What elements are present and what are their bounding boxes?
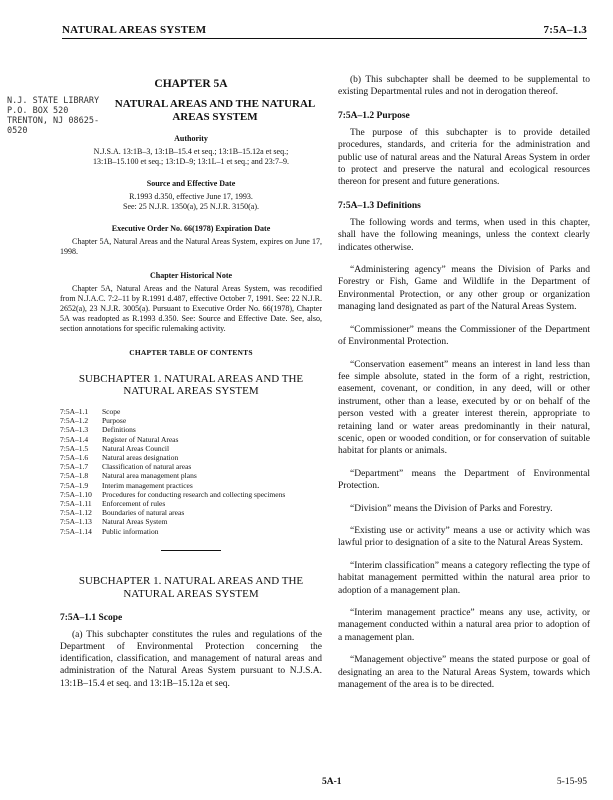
toc-number: 7:5A–1.9 (60, 480, 89, 490)
section-1-3-heading: 7:5A–1.3 Definitions (338, 200, 421, 211)
toc-entry[interactable] (60, 527, 322, 536)
toc-title: Natural area management plans (102, 471, 197, 481)
section-1-1-paragraph-a: (a) This subchapter constitutes the rules and regulations of the Department of Environmental Protection concerning the identification, classification, and management of natural areas and administration of the Natural Areas System pursuant to N.J.S.A. 13:1B–15.4 et seq. and 13:1B–15.12a et seq. (60, 629, 322, 689)
toc-entry[interactable] (60, 407, 322, 416)
toc-title: Public information (102, 526, 159, 536)
section-1-2-heading: 7:5A–1.2 Purpose (338, 110, 410, 121)
toc-entry[interactable] (60, 471, 322, 480)
definition-paragraph: “Management objective” means the stated purpose or goal of designating an area to the Natural Areas System, towards which management of the area is to be directed. (338, 655, 590, 691)
section-1-3-intro: The following words and terms, when used in this chapter, shall have the following meanings, unless the context clearly indicates otherwise. (338, 217, 590, 253)
chapter-title: NATURAL AREAS AND THE NATURAL AREAS SYSTEM (114, 98, 316, 123)
toc-number: 7:5A–1.3 (60, 425, 89, 435)
chapter-title-block (7, 96, 322, 136)
toc-title: Purpose (102, 416, 127, 426)
toc-number: 7:5A–1.8 (60, 471, 89, 481)
source-line-2: See: 25 N.J.R. 1350(a), 25 N.J.R. 3150(a). (123, 202, 259, 211)
toc-number: 7:5A–1.6 (60, 453, 89, 463)
toc-number: 7:5A–1.14 (60, 526, 92, 536)
toc-number: 7:5A–1.11 (60, 499, 92, 509)
toc-number: 7:5A–1.2 (60, 416, 89, 426)
toc-entry[interactable] (60, 435, 322, 444)
toc-subchapter-heading: SUBCHAPTER 1. NATURAL AREAS AND THE NATURAL AREAS SYSTEM (78, 373, 304, 397)
table-of-contents-heading: CHAPTER TABLE OF CONTENTS (129, 348, 253, 357)
definition-paragraph: “Division” means the Division of Parks and Forestry. (350, 503, 553, 514)
executive-order-text: Chapter 5A, Natural Areas and the Natural Areas System, expires on June 17, 1998. (60, 237, 322, 256)
definition-paragraph: “Conservation easement” means an interest in land less than fee simple absolute, stated in the form of a right, restriction, easement, covenant, or condition, in any deed, will or other instrument, other than a lease, executed by or on behalf of the person vested with a greater interest therein, appropriate to retaining land or water areas predominantly in their natural, scenic, open or wooded condition, or for conservation of suitable habitat for plants or animals. (338, 359, 590, 457)
definition-paragraph: “Administering agency” means the Division of Parks and Forestry or Fish, Game and Wildlife in the Department of Environmental Protection, or any other group or organization managing land designated as part of the Natural Areas System. (338, 265, 590, 313)
toc-number: 7:5A–1.12 (60, 508, 92, 518)
subchapter-heading: SUBCHAPTER 1. NATURAL AREAS AND THE NATURAL AREAS SYSTEM (78, 574, 304, 600)
section-1-1-paragraph-b: (b) This subchapter shall be deemed to be supplemental to existing Departmental rules and not in derogation thereof. (338, 75, 590, 98)
toc-title: Classification of natural areas (102, 462, 192, 472)
toc-number: 7:5A–1.1 (60, 407, 89, 416)
toc-number: 7:5A–1.10 (60, 489, 92, 499)
toc-title: Natural areas designation (102, 453, 179, 463)
toc-title: Boundaries of natural areas (102, 508, 185, 518)
library-stamp (7, 96, 107, 136)
header-section-number: 7:5A–1.3 (543, 24, 587, 36)
toc-entry[interactable] (60, 425, 322, 434)
toc-title: Register of Natural Areas (102, 434, 179, 444)
toc-entry[interactable] (60, 416, 322, 425)
section-divider (161, 550, 221, 551)
toc-title: Procedures for conducting research and collecting specimens (102, 489, 286, 499)
page-number: 5A-1 (322, 777, 342, 787)
chapter-number: CHAPTER 5A (154, 78, 228, 90)
toc-entry[interactable] (60, 462, 322, 471)
authority-heading: Authority (174, 134, 208, 143)
stamp-line-3: TRENTON, NJ 08625-0520 (7, 116, 100, 136)
definition-paragraph: “Commissioner” means the Commissioner of the Department of Environmental Protection. (338, 324, 590, 348)
right-column (338, 74, 590, 701)
section-1-1-heading: 7:5A–1.1 Scope (60, 612, 123, 623)
stamp-line-1: N.J. STATE LIBRARY (7, 96, 100, 106)
toc-number: 7:5A–1.7 (60, 462, 89, 472)
source-heading: Source and Effective Date (146, 179, 236, 188)
definition-paragraph: “Department” means the Department of Environmental Protection. (338, 468, 590, 492)
toc-title: Natural Areas Council (102, 443, 170, 453)
toc-entry[interactable] (60, 490, 322, 499)
toc-entry[interactable] (60, 453, 322, 462)
definition-paragraph: “Interim management practice” means any use, activity, or management conducted within a natural area prior to adoption of a management plan. (338, 608, 590, 643)
definition-paragraph: “Existing use or activity” means a use or activity which was lawful prior to designation of a site to the Natural Areas System. (338, 525, 590, 549)
toc-title: Enforcement of rules (102, 499, 166, 509)
toc-entry[interactable] (60, 517, 322, 526)
source-line-1: R.1993 d.350, effective June 17, 1993. (129, 192, 253, 201)
left-column (7, 68, 322, 690)
toc-title: Scope (102, 407, 121, 416)
historical-note-text: Chapter 5A, Natural Areas and the Natural Areas System, was recodified from N.J.A.C. 7:2–11 by R.1991 d.487, effective October 7, 1991. See: 22 N.J.R. 2652(a), 23 N.J.R. 3005(a). Pursuant to Executive Order No. 66(1978), Chapter 5A was readopted as R.1993 d.350. See: Source and Effective Date. See, also, section annotations for specific rulemaking activity. (60, 284, 322, 333)
toc-entry[interactable] (60, 481, 322, 490)
toc-number: 7:5A–1.4 (60, 434, 89, 444)
table-of-contents (60, 407, 322, 536)
toc-title: Interim management practices (102, 480, 193, 490)
running-header (62, 22, 587, 39)
toc-number: 7:5A–1.13 (60, 517, 92, 527)
toc-entry[interactable] (60, 508, 322, 517)
authority-text: N.J.S.A. 13:1B–3, 13:1B–15.4 et seq.; 13:1B–15.12a et seq.; 13:1B–15.100 et seq.; 13:1D–9; 13:1L–1 et seq.; and 23:7–9. (93, 147, 289, 166)
historical-note-heading: Chapter Historical Note (149, 271, 233, 280)
toc-entry[interactable] (60, 499, 322, 508)
definition-paragraph: “Interim classification” means a category reflecting the type of habitat management permitted within the natural area prior to adoption of a management plan. (338, 560, 590, 596)
header-title: NATURAL AREAS SYSTEM (62, 24, 207, 36)
executive-order-heading: Executive Order No. 66(1978) Expiration Date (111, 224, 271, 233)
toc-title: Natural Areas System (102, 517, 168, 527)
supplement-date: 5-15-95 (556, 777, 587, 787)
toc-number: 7:5A–1.5 (60, 443, 89, 453)
section-1-2-paragraph: The purpose of this subchapter is to provide detailed procedures, standards, and criteria for the administration and public use of natural areas and the Natural Areas System in order to protect and preserve the natural and ecological resources thereon for present and future generations. (338, 127, 590, 188)
toc-entry[interactable] (60, 444, 322, 453)
stamp-line-2: P.O. BOX 520 (7, 106, 69, 116)
toc-title: Definitions (102, 425, 136, 435)
